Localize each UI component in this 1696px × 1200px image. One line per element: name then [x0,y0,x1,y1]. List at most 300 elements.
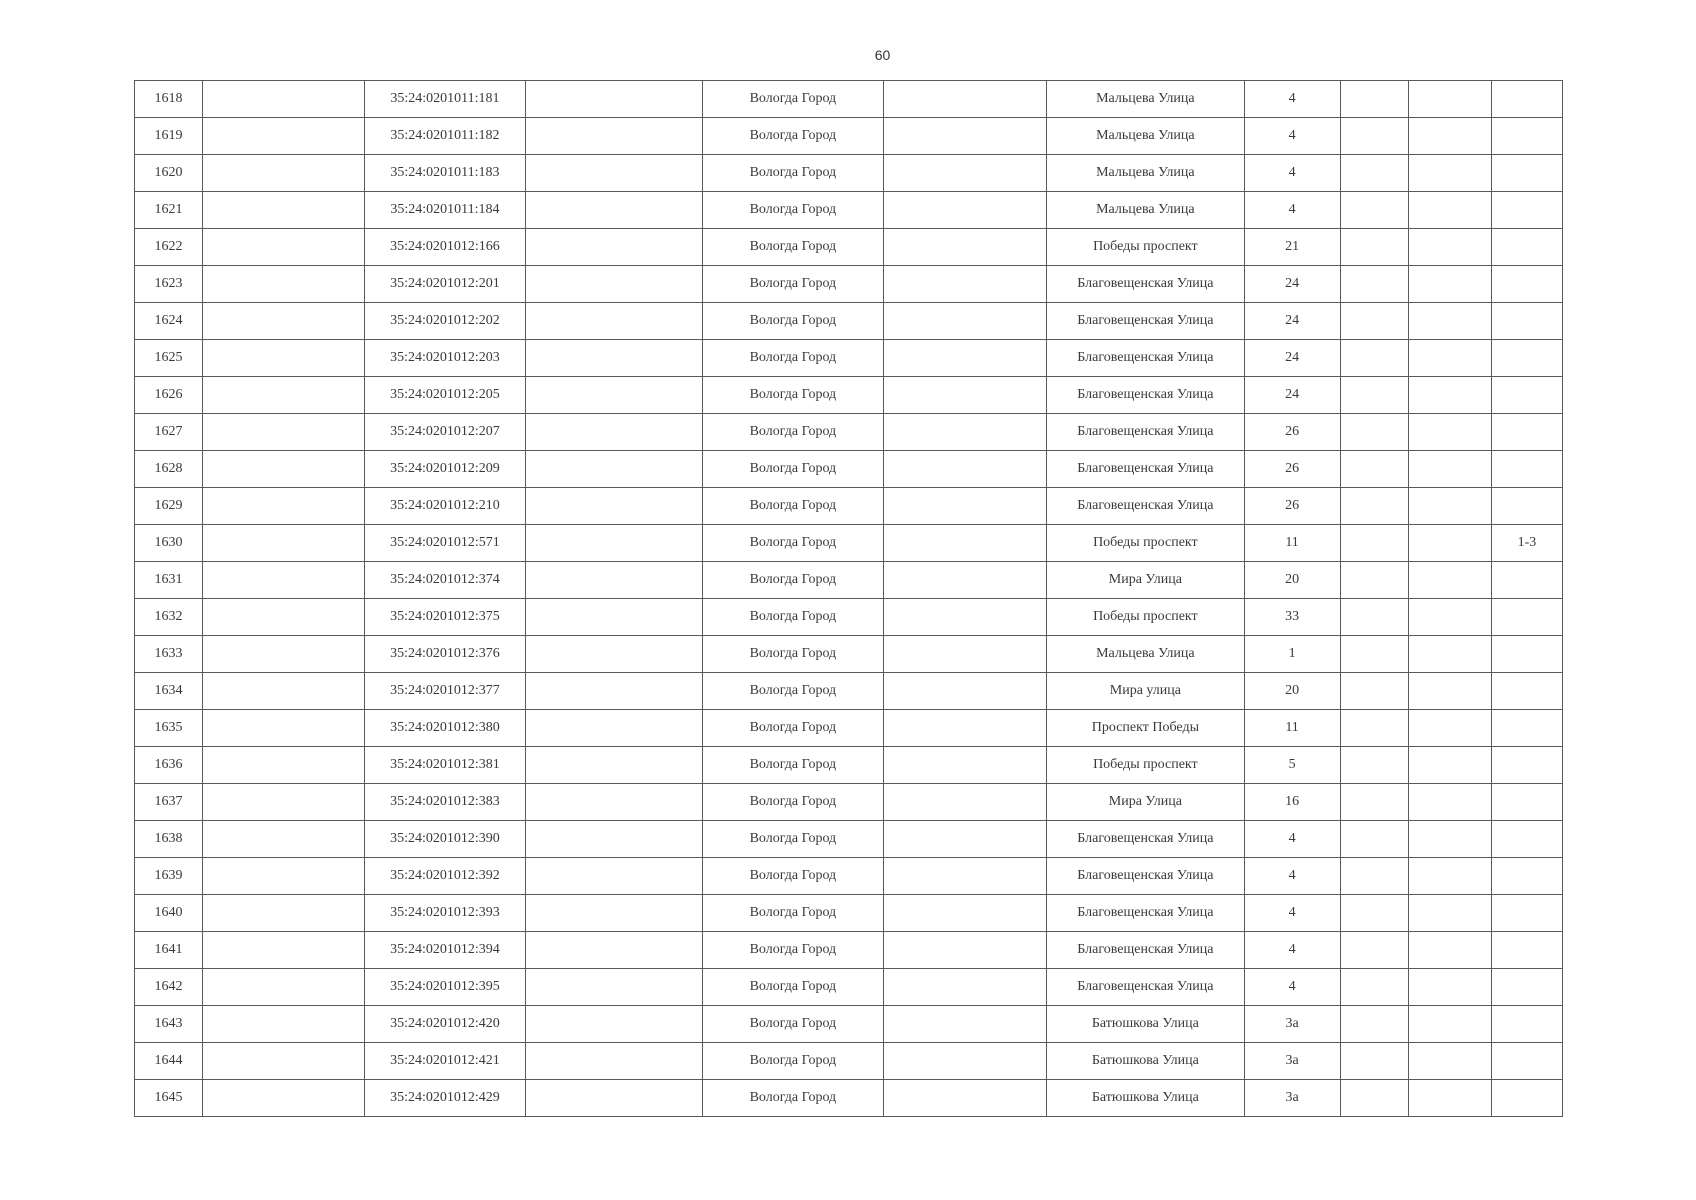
empty-cell [884,858,1047,895]
row-number-cell: 1623 [135,266,203,303]
empty-cell [525,562,702,599]
empty-cell [203,710,365,747]
table-row [135,488,1563,525]
cadastral-number-cell: 35:24:0201012:394 [365,932,525,969]
empty-cell [1408,636,1491,673]
empty-cell [203,1043,365,1080]
apartment-cell [1491,192,1562,229]
house-number-cell: 11 [1244,710,1340,747]
house-number-cell: 24 [1244,377,1340,414]
row-number-cell: 1634 [135,673,203,710]
empty-cell [884,1006,1047,1043]
apartment-cell: 1-3 [1491,525,1562,562]
row-number-cell: 1626 [135,377,203,414]
cadastral-number-cell: 35:24:0201012:420 [365,1006,525,1043]
empty-cell [1340,266,1408,303]
cadastral-number-cell: 35:24:0201012:390 [365,821,525,858]
empty-cell [884,229,1047,266]
street-cell: Мальцева Улица [1047,192,1244,229]
house-number-cell: 4 [1244,895,1340,932]
apartment-cell [1491,784,1562,821]
empty-cell [1408,229,1491,266]
table-row [135,303,1563,340]
city-cell: Вологда Город [702,895,883,932]
table-row [135,414,1563,451]
city-cell: Вологда Город [702,747,883,784]
apartment-cell [1491,895,1562,932]
empty-cell [1340,784,1408,821]
empty-cell [203,932,365,969]
empty-cell [525,1043,702,1080]
empty-cell [884,1043,1047,1080]
empty-cell [1408,340,1491,377]
table-row [135,155,1563,192]
empty-cell [525,118,702,155]
city-cell: Вологда Город [702,229,883,266]
empty-cell [884,673,1047,710]
table-row [135,821,1563,858]
row-number-cell: 1632 [135,599,203,636]
empty-cell [884,266,1047,303]
house-number-cell: 3а [1244,1043,1340,1080]
street-cell: Благовещенская Улица [1047,932,1244,969]
empty-cell [884,451,1047,488]
empty-cell [884,414,1047,451]
empty-cell [1340,377,1408,414]
empty-cell [1340,747,1408,784]
empty-cell [884,192,1047,229]
city-cell: Вологда Город [702,1006,883,1043]
empty-cell [525,710,702,747]
table-row [135,525,1563,562]
empty-cell [884,303,1047,340]
empty-cell [525,155,702,192]
empty-cell [525,266,702,303]
empty-cell [525,895,702,932]
empty-cell [1408,599,1491,636]
empty-cell [525,414,702,451]
house-number-cell: 26 [1244,451,1340,488]
empty-cell [1408,1043,1491,1080]
empty-cell [1408,858,1491,895]
house-number-cell: 4 [1244,155,1340,192]
empty-cell [1340,192,1408,229]
empty-cell [525,747,702,784]
empty-cell [1340,673,1408,710]
empty-cell [203,858,365,895]
empty-cell [884,710,1047,747]
empty-cell [1408,192,1491,229]
house-number-cell: 11 [1244,525,1340,562]
house-number-cell: 3а [1244,1080,1340,1117]
city-cell: Вологда Город [702,488,883,525]
table-row [135,451,1563,488]
empty-cell [1408,821,1491,858]
empty-cell [525,932,702,969]
empty-cell [884,636,1047,673]
city-cell: Вологда Город [702,784,883,821]
street-cell: Батюшкова Улица [1047,1080,1244,1117]
table-row [135,266,1563,303]
apartment-cell [1491,599,1562,636]
table-row [135,81,1563,118]
row-number-cell: 1639 [135,858,203,895]
empty-cell [525,821,702,858]
empty-cell [525,488,702,525]
city-cell: Вологда Город [702,636,883,673]
empty-cell [884,1080,1047,1117]
apartment-cell [1491,414,1562,451]
empty-cell [203,636,365,673]
street-cell: Мальцева Улица [1047,155,1244,192]
empty-cell [525,673,702,710]
table-row [135,747,1563,784]
table-row [135,340,1563,377]
street-cell: Проспект Победы [1047,710,1244,747]
empty-cell [1340,1043,1408,1080]
street-cell: Мира улица [1047,673,1244,710]
street-cell: Победы проспект [1047,599,1244,636]
apartment-cell [1491,303,1562,340]
cadastral-number-cell: 35:24:0201012:571 [365,525,525,562]
table-row [135,673,1563,710]
empty-cell [203,451,365,488]
apartment-cell [1491,229,1562,266]
city-cell: Вологда Город [702,1080,883,1117]
cadastral-number-cell: 35:24:0201012:210 [365,488,525,525]
city-cell: Вологда Город [702,192,883,229]
house-number-cell: 1 [1244,636,1340,673]
house-number-cell: 4 [1244,932,1340,969]
cadastral-number-cell: 35:24:0201012:209 [365,451,525,488]
row-number-cell: 1637 [135,784,203,821]
house-number-cell: 4 [1244,118,1340,155]
apartment-cell [1491,747,1562,784]
table-row [135,710,1563,747]
table-row [135,636,1563,673]
city-cell: Вологда Город [702,266,883,303]
empty-cell [203,673,365,710]
street-cell: Благовещенская Улица [1047,451,1244,488]
empty-cell [1408,932,1491,969]
empty-cell [1408,673,1491,710]
row-number-cell: 1620 [135,155,203,192]
empty-cell [203,340,365,377]
street-cell: Благовещенская Улица [1047,895,1244,932]
city-cell: Вологда Город [702,451,883,488]
street-cell: Мальцева Улица [1047,118,1244,155]
row-number-cell: 1627 [135,414,203,451]
empty-cell [203,229,365,266]
empty-cell [525,340,702,377]
empty-cell [1340,1006,1408,1043]
cadastral-number-cell: 35:24:0201012:393 [365,895,525,932]
row-number-cell: 1641 [135,932,203,969]
empty-cell [1340,451,1408,488]
cadastral-number-cell: 35:24:0201012:374 [365,562,525,599]
row-number-cell: 1621 [135,192,203,229]
cadastral-number-cell: 35:24:0201012:381 [365,747,525,784]
cadastral-number-cell: 35:24:0201011:181 [365,81,525,118]
house-number-cell: 20 [1244,673,1340,710]
empty-cell [884,821,1047,858]
empty-cell [1408,969,1491,1006]
empty-cell [1408,784,1491,821]
empty-cell [525,1080,702,1117]
row-number-cell: 1635 [135,710,203,747]
empty-cell [203,266,365,303]
row-number-cell: 1636 [135,747,203,784]
apartment-cell [1491,673,1562,710]
apartment-cell [1491,636,1562,673]
empty-cell [884,155,1047,192]
cadastral-number-cell: 35:24:0201011:184 [365,192,525,229]
cadastral-number-cell: 35:24:0201012:207 [365,414,525,451]
house-number-cell: 21 [1244,229,1340,266]
cadastral-number-cell: 35:24:0201012:392 [365,858,525,895]
table-row [135,1080,1563,1117]
cadastral-number-cell: 35:24:0201012:203 [365,340,525,377]
cadastral-number-cell: 35:24:0201012:383 [365,784,525,821]
cadastral-number-cell: 35:24:0201012:375 [365,599,525,636]
city-cell: Вологда Город [702,710,883,747]
empty-cell [1340,81,1408,118]
empty-cell [1340,1080,1408,1117]
city-cell: Вологда Город [702,525,883,562]
apartment-cell [1491,155,1562,192]
street-cell: Победы проспект [1047,229,1244,266]
empty-cell [1408,81,1491,118]
cadastral-number-cell: 35:24:0201012:166 [365,229,525,266]
empty-cell [1340,562,1408,599]
row-number-cell: 1642 [135,969,203,1006]
empty-cell [1340,969,1408,1006]
empty-cell [203,192,365,229]
table-row [135,118,1563,155]
empty-cell [1408,266,1491,303]
empty-cell [203,81,365,118]
street-cell: Благовещенская Улица [1047,377,1244,414]
house-number-cell: 3а [1244,1006,1340,1043]
empty-cell [1340,636,1408,673]
empty-cell [1408,414,1491,451]
empty-cell [203,525,365,562]
page-number: 60 [874,47,891,63]
street-cell: Благовещенская Улица [1047,266,1244,303]
apartment-cell [1491,821,1562,858]
empty-cell [1408,710,1491,747]
street-cell: Благовещенская Улица [1047,340,1244,377]
city-cell: Вологда Город [702,81,883,118]
empty-cell [1408,895,1491,932]
house-number-cell: 24 [1244,266,1340,303]
street-cell: Победы проспект [1047,747,1244,784]
apartment-cell [1491,562,1562,599]
row-number-cell: 1625 [135,340,203,377]
empty-cell [203,969,365,1006]
empty-cell [525,81,702,118]
empty-cell [884,81,1047,118]
house-number-cell: 20 [1244,562,1340,599]
empty-cell [203,377,365,414]
table-row [135,1006,1563,1043]
cadastral-number-cell: 35:24:0201012:376 [365,636,525,673]
empty-cell [525,858,702,895]
apartment-cell [1491,1080,1562,1117]
row-number-cell: 1633 [135,636,203,673]
row-number-cell: 1640 [135,895,203,932]
apartment-cell [1491,969,1562,1006]
city-cell: Вологда Город [702,303,883,340]
cadastral-number-cell: 35:24:0201011:183 [365,155,525,192]
table-row [135,599,1563,636]
row-number-cell: 1638 [135,821,203,858]
street-cell: Батюшкова Улица [1047,1006,1244,1043]
street-cell: Победы проспект [1047,525,1244,562]
empty-cell [884,525,1047,562]
empty-cell [203,747,365,784]
empty-cell [525,451,702,488]
street-cell: Мира Улица [1047,562,1244,599]
row-number-cell: 1629 [135,488,203,525]
city-cell: Вологда Город [702,932,883,969]
house-number-cell: 5 [1244,747,1340,784]
street-cell: Батюшкова Улица [1047,1043,1244,1080]
empty-cell [1340,340,1408,377]
house-number-cell: 26 [1244,488,1340,525]
empty-cell [1340,229,1408,266]
house-number-cell: 24 [1244,303,1340,340]
empty-cell [203,895,365,932]
empty-cell [1408,377,1491,414]
apartment-cell [1491,488,1562,525]
street-cell: Благовещенская Улица [1047,414,1244,451]
empty-cell [525,969,702,1006]
empty-cell [525,377,702,414]
street-cell: Мальцева Улица [1047,81,1244,118]
table-row [135,562,1563,599]
empty-cell [525,192,702,229]
table-row [135,1043,1563,1080]
cadastral-number-cell: 35:24:0201012:380 [365,710,525,747]
registry-table [134,80,1563,1117]
city-cell: Вологда Город [702,1043,883,1080]
empty-cell [1340,525,1408,562]
empty-cell [1408,451,1491,488]
cadastral-number-cell: 35:24:0201011:182 [365,118,525,155]
empty-cell [1340,414,1408,451]
house-number-cell: 4 [1244,81,1340,118]
house-number-cell: 4 [1244,821,1340,858]
empty-cell [1340,118,1408,155]
empty-cell [203,155,365,192]
cadastral-number-cell: 35:24:0201012:377 [365,673,525,710]
city-cell: Вологда Город [702,969,883,1006]
city-cell: Вологда Город [702,821,883,858]
city-cell: Вологда Город [702,562,883,599]
empty-cell [884,784,1047,821]
row-number-cell: 1644 [135,1043,203,1080]
empty-cell [1408,303,1491,340]
table-row [135,192,1563,229]
empty-cell [1340,710,1408,747]
table-row [135,932,1563,969]
empty-cell [884,747,1047,784]
apartment-cell [1491,710,1562,747]
empty-cell [1408,525,1491,562]
table-row [135,784,1563,821]
cadastral-number-cell: 35:24:0201012:201 [365,266,525,303]
table-row [135,229,1563,266]
empty-cell [1340,932,1408,969]
cadastral-number-cell: 35:24:0201012:395 [365,969,525,1006]
empty-cell [884,377,1047,414]
apartment-cell [1491,1006,1562,1043]
house-number-cell: 33 [1244,599,1340,636]
table-row [135,377,1563,414]
row-number-cell: 1618 [135,81,203,118]
house-number-cell: 26 [1244,414,1340,451]
apartment-cell [1491,377,1562,414]
empty-cell [203,821,365,858]
row-number-cell: 1630 [135,525,203,562]
house-number-cell: 24 [1244,340,1340,377]
house-number-cell: 4 [1244,192,1340,229]
empty-cell [884,895,1047,932]
empty-cell [203,599,365,636]
empty-cell [203,414,365,451]
table-row [135,858,1563,895]
empty-cell [1340,155,1408,192]
apartment-cell [1491,81,1562,118]
empty-cell [525,1006,702,1043]
city-cell: Вологда Город [702,377,883,414]
table-row [135,969,1563,1006]
row-number-cell: 1631 [135,562,203,599]
empty-cell [1340,599,1408,636]
apartment-cell [1491,118,1562,155]
cadastral-number-cell: 35:24:0201012:421 [365,1043,525,1080]
house-number-cell: 4 [1244,969,1340,1006]
apartment-cell [1491,1043,1562,1080]
street-cell: Благовещенская Улица [1047,821,1244,858]
empty-cell [1340,895,1408,932]
city-cell: Вологда Город [702,858,883,895]
row-number-cell: 1628 [135,451,203,488]
city-cell: Вологда Город [702,673,883,710]
empty-cell [203,1080,365,1117]
street-cell: Благовещенская Улица [1047,488,1244,525]
empty-cell [525,599,702,636]
street-cell: Благовещенская Улица [1047,858,1244,895]
empty-cell [525,229,702,266]
empty-cell [884,118,1047,155]
row-number-cell: 1624 [135,303,203,340]
empty-cell [203,1006,365,1043]
empty-cell [884,488,1047,525]
apartment-cell [1491,266,1562,303]
cadastral-number-cell: 35:24:0201012:429 [365,1080,525,1117]
empty-cell [884,599,1047,636]
row-number-cell: 1643 [135,1006,203,1043]
empty-cell [203,488,365,525]
apartment-cell [1491,932,1562,969]
empty-cell [203,562,365,599]
city-cell: Вологда Город [702,414,883,451]
table-row [135,895,1563,932]
row-number-cell: 1645 [135,1080,203,1117]
empty-cell [884,340,1047,377]
